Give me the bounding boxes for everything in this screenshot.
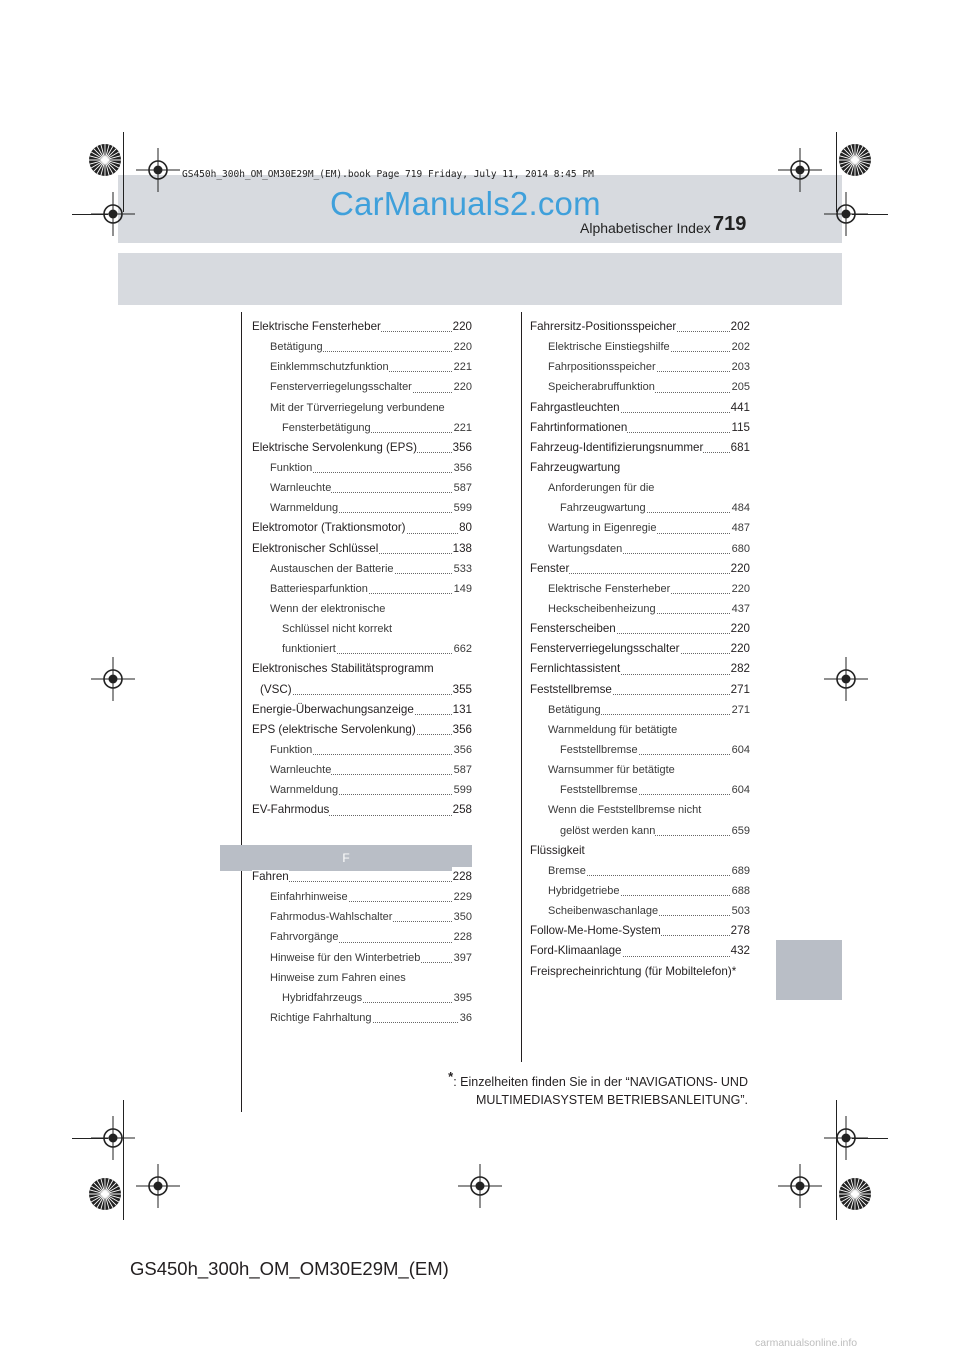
index-entry	[530, 357, 750, 377]
index-entry	[252, 740, 472, 760]
index-entry-text: Anforderungen für die	[548, 482, 655, 495]
index-entry-text: Mit der Türverriegelung verbundene	[270, 401, 445, 414]
index-entry-text: Feststellbremse	[560, 743, 638, 756]
index-entry	[530, 539, 750, 559]
index-entry-text: Fahrmodus-Wahlschalter	[270, 911, 393, 924]
index-page-ref: 221	[453, 418, 472, 438]
index-page-ref: 36	[459, 1008, 472, 1028]
trim-line	[72, 214, 108, 215]
index-entry	[530, 599, 750, 619]
index-entry	[530, 861, 750, 881]
index-entry-text: Fernlichtassistent	[530, 662, 621, 676]
trim-line	[123, 132, 124, 212]
index-entry	[530, 418, 750, 438]
index-entry-text: Elektrische Fensterheber	[252, 320, 381, 333]
index-entry-text: Follow-Me-Home-System	[530, 924, 661, 938]
index-entry-text: Bremse	[548, 864, 586, 877]
index-entry	[530, 337, 750, 357]
index-entry	[252, 458, 472, 478]
index-entry-text: EV-Fahrmodus	[252, 803, 330, 817]
footnote-line-2: MULTIMEDIASYSTEM BETRIEBSANLEITUNG”.	[475, 1093, 748, 1108]
index-entry	[530, 901, 750, 921]
index-entry-text: Wenn der elektronische	[270, 602, 386, 615]
index-entry-text: Austauschen der Batterie	[270, 562, 394, 575]
index-page-ref: 432	[730, 941, 750, 961]
index-left-column-f	[252, 867, 472, 1028]
index-page-ref: 484	[731, 498, 750, 518]
index-entry-text: Wartungsdaten	[548, 542, 623, 555]
index-entry-text: Fahrzeugwartung	[530, 460, 621, 474]
index-entry-text: Warnleuchte	[270, 764, 332, 777]
index-entry	[252, 317, 472, 337]
left-margin-rule	[241, 312, 242, 1112]
star-target-mark-icon	[87, 142, 123, 178]
index-entry	[530, 841, 750, 861]
index-entry	[252, 988, 472, 1008]
index-entry-text: funktioniert	[282, 643, 336, 656]
index-entry	[252, 927, 472, 947]
index-page-ref: 278	[730, 921, 750, 941]
index-entry	[252, 800, 472, 820]
index-entry	[530, 498, 750, 518]
index-page-ref: 604	[731, 780, 750, 800]
index-entry-text: Warnleuchte	[270, 482, 332, 495]
index-entry	[252, 680, 472, 700]
index-entry-text: Fensterbetätigung	[282, 421, 371, 434]
index-entry-text: Fensterverriegelungsschalter	[270, 381, 412, 394]
index-entry	[252, 948, 472, 968]
document-code: GS450h_300h_OM_OM30E29M_(EM)	[130, 1258, 449, 1279]
trim-line	[836, 1100, 837, 1220]
star-target-mark-icon	[837, 1176, 873, 1212]
index-entry	[252, 418, 472, 438]
index-entry-text: Betätigung	[270, 341, 323, 354]
index-entry-text: Fahrvorgänge	[270, 931, 339, 944]
index-entry	[252, 720, 472, 740]
index-entry-text: Fahrpositionsspeicher	[548, 361, 656, 374]
index-entry-text: Hybridgetriebe	[548, 884, 620, 897]
index-entry-text: (VSC)	[260, 682, 292, 696]
column-divider-rule	[521, 312, 522, 1062]
index-entry	[252, 968, 472, 988]
index-page-ref: 220	[730, 559, 750, 579]
header-sub-band	[118, 253, 842, 305]
crosshair-mark-icon	[91, 657, 135, 701]
index-page-ref: 441	[730, 398, 750, 418]
crosshair-mark-icon	[458, 1164, 502, 1208]
index-entry-text: Richtige Fahrhaltung	[270, 1011, 372, 1024]
index-page-ref: 138	[452, 539, 472, 559]
index-entry-text: Freisprecheinrichtung (für Mobiltelefon)*	[530, 964, 737, 978]
index-entry	[530, 740, 750, 760]
index-entry	[530, 518, 750, 538]
index-entry	[252, 1008, 472, 1028]
index-page-ref: 533	[453, 559, 472, 579]
index-entry	[530, 659, 750, 679]
index-page-ref: 80	[458, 518, 472, 538]
index-page-ref: 271	[730, 680, 750, 700]
crosshair-mark-icon	[778, 148, 822, 192]
index-page-ref: 229	[453, 887, 472, 907]
star-target-mark-icon	[837, 142, 873, 178]
index-page-ref: 220	[730, 619, 750, 639]
index-page-ref: 220	[731, 579, 750, 599]
index-entry	[252, 357, 472, 377]
index-entry-text: Fahrzeug-Identifizierungsnummer	[530, 440, 704, 454]
index-page-ref: 503	[731, 901, 750, 921]
index-page-ref: 220	[452, 317, 472, 337]
index-page-ref: 202	[731, 337, 750, 357]
index-page-ref: 599	[453, 498, 472, 518]
index-entry	[252, 639, 472, 659]
index-page-ref: 115	[731, 418, 750, 438]
index-entry-text: Fenster	[530, 561, 570, 575]
index-entry	[530, 619, 750, 639]
index-entry	[252, 559, 472, 579]
index-entry-text: Hinweise zum Fahren eines	[270, 971, 406, 984]
trim-line	[836, 132, 837, 212]
index-entry	[252, 659, 472, 679]
index-entry	[530, 639, 750, 659]
index-entry-text: Fahrersitz-Positionsspeicher	[530, 320, 677, 333]
index-entry	[530, 579, 750, 599]
index-entry-text: Fensterscheiben	[530, 622, 616, 636]
index-entry-text: Elektronisches Stabilitätsprogramm	[252, 662, 434, 676]
index-page-ref: 680	[731, 539, 750, 559]
index-entry-text: Elektronischer Schlüssel	[252, 541, 379, 555]
index-entry	[530, 317, 750, 337]
index-page-ref: 356	[453, 458, 472, 478]
index-entry	[252, 619, 472, 639]
index-entry	[252, 700, 472, 720]
index-entry-text: Feststellbremse	[530, 682, 612, 696]
index-entry	[252, 498, 472, 518]
index-page-ref: 220	[730, 639, 750, 659]
index-page-ref: 220	[453, 377, 472, 397]
index-entry	[530, 377, 750, 397]
index-page-ref: 487	[731, 518, 750, 538]
index-entry	[530, 720, 750, 740]
index-entry-text: Fensterverriegelungsschalter	[530, 642, 680, 656]
index-entry-text: Elektrische Fensterheber	[548, 582, 671, 595]
index-entry	[530, 398, 750, 418]
index-entry	[252, 438, 472, 458]
index-entry	[530, 780, 750, 800]
index-page-ref: 395	[453, 988, 472, 1008]
footnote	[448, 1068, 748, 1109]
index-entry-text: Feststellbremse	[560, 784, 638, 797]
index-entry-text: Funktion	[270, 461, 313, 474]
index-page-ref: 604	[731, 740, 750, 760]
index-entry-text: Scheibenwaschanlage	[548, 905, 659, 918]
index-entry-text: Fahren	[252, 870, 289, 883]
index-page-ref: 587	[453, 760, 472, 780]
index-page-ref: 681	[730, 438, 750, 458]
footnote-line-1: : Einzelheiten finden Sie in der “NAVIGATIONS- UND	[453, 1075, 748, 1090]
index-entry-text: Warnmeldung	[270, 502, 339, 515]
crosshair-mark-icon	[824, 657, 868, 701]
index-page-ref: 437	[731, 599, 750, 619]
index-entry-text: Fahrgastleuchten	[530, 400, 620, 414]
site-watermark: carmanualsonline.info	[755, 1337, 858, 1349]
index-entry	[530, 700, 750, 720]
index-entry-text: Speicherabruffunktion	[548, 381, 655, 394]
index-page-ref: 356	[452, 438, 472, 458]
index-entry	[252, 599, 472, 619]
index-entry	[252, 907, 472, 927]
index-entry-text: Warnmeldung für betätigte	[548, 723, 678, 736]
index-entry	[530, 941, 750, 961]
index-entry-text: Batteriesparfunktion	[270, 582, 368, 595]
index-entry	[252, 398, 472, 418]
index-entry	[252, 518, 472, 538]
index-entry	[252, 478, 472, 498]
index-page-ref: 659	[731, 821, 750, 841]
index-entry-text: Wartung in Eigenregie	[548, 522, 657, 535]
index-page-ref: 282	[730, 659, 750, 679]
index-entry-text: Warnmeldung	[270, 784, 339, 797]
index-entry	[530, 821, 750, 841]
index-entry-text: Energie-Überwachungsanzeige	[252, 702, 414, 716]
index-entry	[530, 881, 750, 901]
index-page-ref: 258	[452, 800, 472, 820]
index-right-column	[530, 317, 750, 982]
index-page-ref: 350	[453, 907, 472, 927]
index-entry-text: Warnsummer für betätigte	[548, 764, 675, 777]
index-page-ref: 356	[453, 740, 472, 760]
index-entry	[530, 458, 750, 478]
index-page-ref: 202	[730, 317, 750, 337]
index-entry-text: Ford-Klimaanlage	[530, 944, 622, 958]
index-page-ref: 271	[731, 700, 750, 720]
index-entry-text: Schlüssel nicht korrekt	[282, 623, 393, 636]
index-entry-text: Hinweise für den Winterbetrieb	[270, 951, 421, 964]
index-entry-text: Fahrtinformationen	[530, 420, 628, 434]
index-page-ref: 228	[453, 927, 472, 947]
index-entry-text: Einklemmschutzfunktion	[270, 361, 389, 374]
trim-line	[852, 214, 888, 215]
trim-line	[123, 1100, 124, 1220]
carmanuals-watermark: CarManuals2.com	[330, 185, 601, 222]
book-file-info: GS450h_300h_OM_OM30E29M_(EM).book Page 719 Friday, July 11, 2014 8:45 PM	[182, 169, 594, 180]
index-entry-text: gelöst werden kann	[560, 824, 656, 837]
index-entry	[252, 780, 472, 800]
page-number: 719	[713, 213, 747, 235]
index-page-ref: 355	[452, 680, 472, 700]
index-page-ref: 131	[452, 700, 472, 720]
index-entry-text: Elektrische Einstiegshilfe	[548, 341, 670, 354]
index-page-ref: 149	[453, 579, 472, 599]
index-entry	[530, 680, 750, 700]
index-page-ref: 203	[731, 357, 750, 377]
index-page-ref: 228	[452, 867, 472, 887]
index-page-ref: 587	[453, 478, 472, 498]
index-entry-text: Betätigung	[548, 703, 601, 716]
index-page-ref: 662	[453, 639, 472, 659]
index-entry	[252, 539, 472, 559]
index-entry	[530, 760, 750, 780]
index-page-ref: 397	[453, 948, 472, 968]
trim-line	[852, 1138, 888, 1139]
crosshair-mark-icon	[778, 1164, 822, 1208]
index-entry-text: EPS (elektrische Servolenkung)	[252, 722, 416, 736]
index-page-ref: 205	[731, 377, 750, 397]
index-entry-text: Hybridfahrzeugs	[282, 991, 363, 1004]
index-entry	[530, 438, 750, 458]
index-entry	[252, 337, 472, 357]
index-entry-text: Einfahrhinweise	[270, 891, 348, 904]
index-entry	[530, 478, 750, 498]
index-entry	[252, 867, 472, 887]
index-page-ref: 221	[453, 357, 472, 377]
star-target-mark-icon	[87, 1176, 123, 1212]
section-header-f: F	[220, 845, 472, 871]
index-entry	[530, 962, 750, 982]
index-page-ref: 220	[453, 337, 472, 357]
crosshair-mark-icon	[136, 1164, 180, 1208]
index-entry-text: Flüssigkeit	[530, 843, 585, 857]
index-entry-text: Wenn die Feststellbremse nicht	[548, 804, 702, 817]
index-entry-text: Fahrzeugwartung	[560, 502, 646, 515]
index-entry-text: Funktion	[270, 743, 313, 756]
chapter-thumb-tab	[776, 940, 842, 1000]
footnote-marker: *	[448, 1069, 454, 1084]
index-entry-text: Elektrische Servolenkung (EPS)	[252, 440, 417, 454]
index-entry-text: Heckscheibenheizung	[548, 602, 656, 615]
index-entry	[252, 377, 472, 397]
index-entry	[252, 760, 472, 780]
index-page-ref: 599	[453, 780, 472, 800]
page-title: Alphabetischer Index	[580, 220, 711, 236]
index-page-ref: 689	[731, 861, 750, 881]
index-entry-text: Elektromotor (Traktionsmotor)	[252, 521, 406, 535]
index-left-column	[252, 317, 472, 821]
index-page-ref: 688	[731, 881, 750, 901]
index-entry	[252, 579, 472, 599]
index-entry	[252, 887, 472, 907]
index-entry	[530, 800, 750, 820]
trim-line	[72, 1138, 108, 1139]
index-page-ref: 356	[452, 720, 472, 740]
crosshair-mark-icon	[136, 148, 180, 192]
index-entry	[530, 921, 750, 941]
index-entry	[530, 559, 750, 579]
